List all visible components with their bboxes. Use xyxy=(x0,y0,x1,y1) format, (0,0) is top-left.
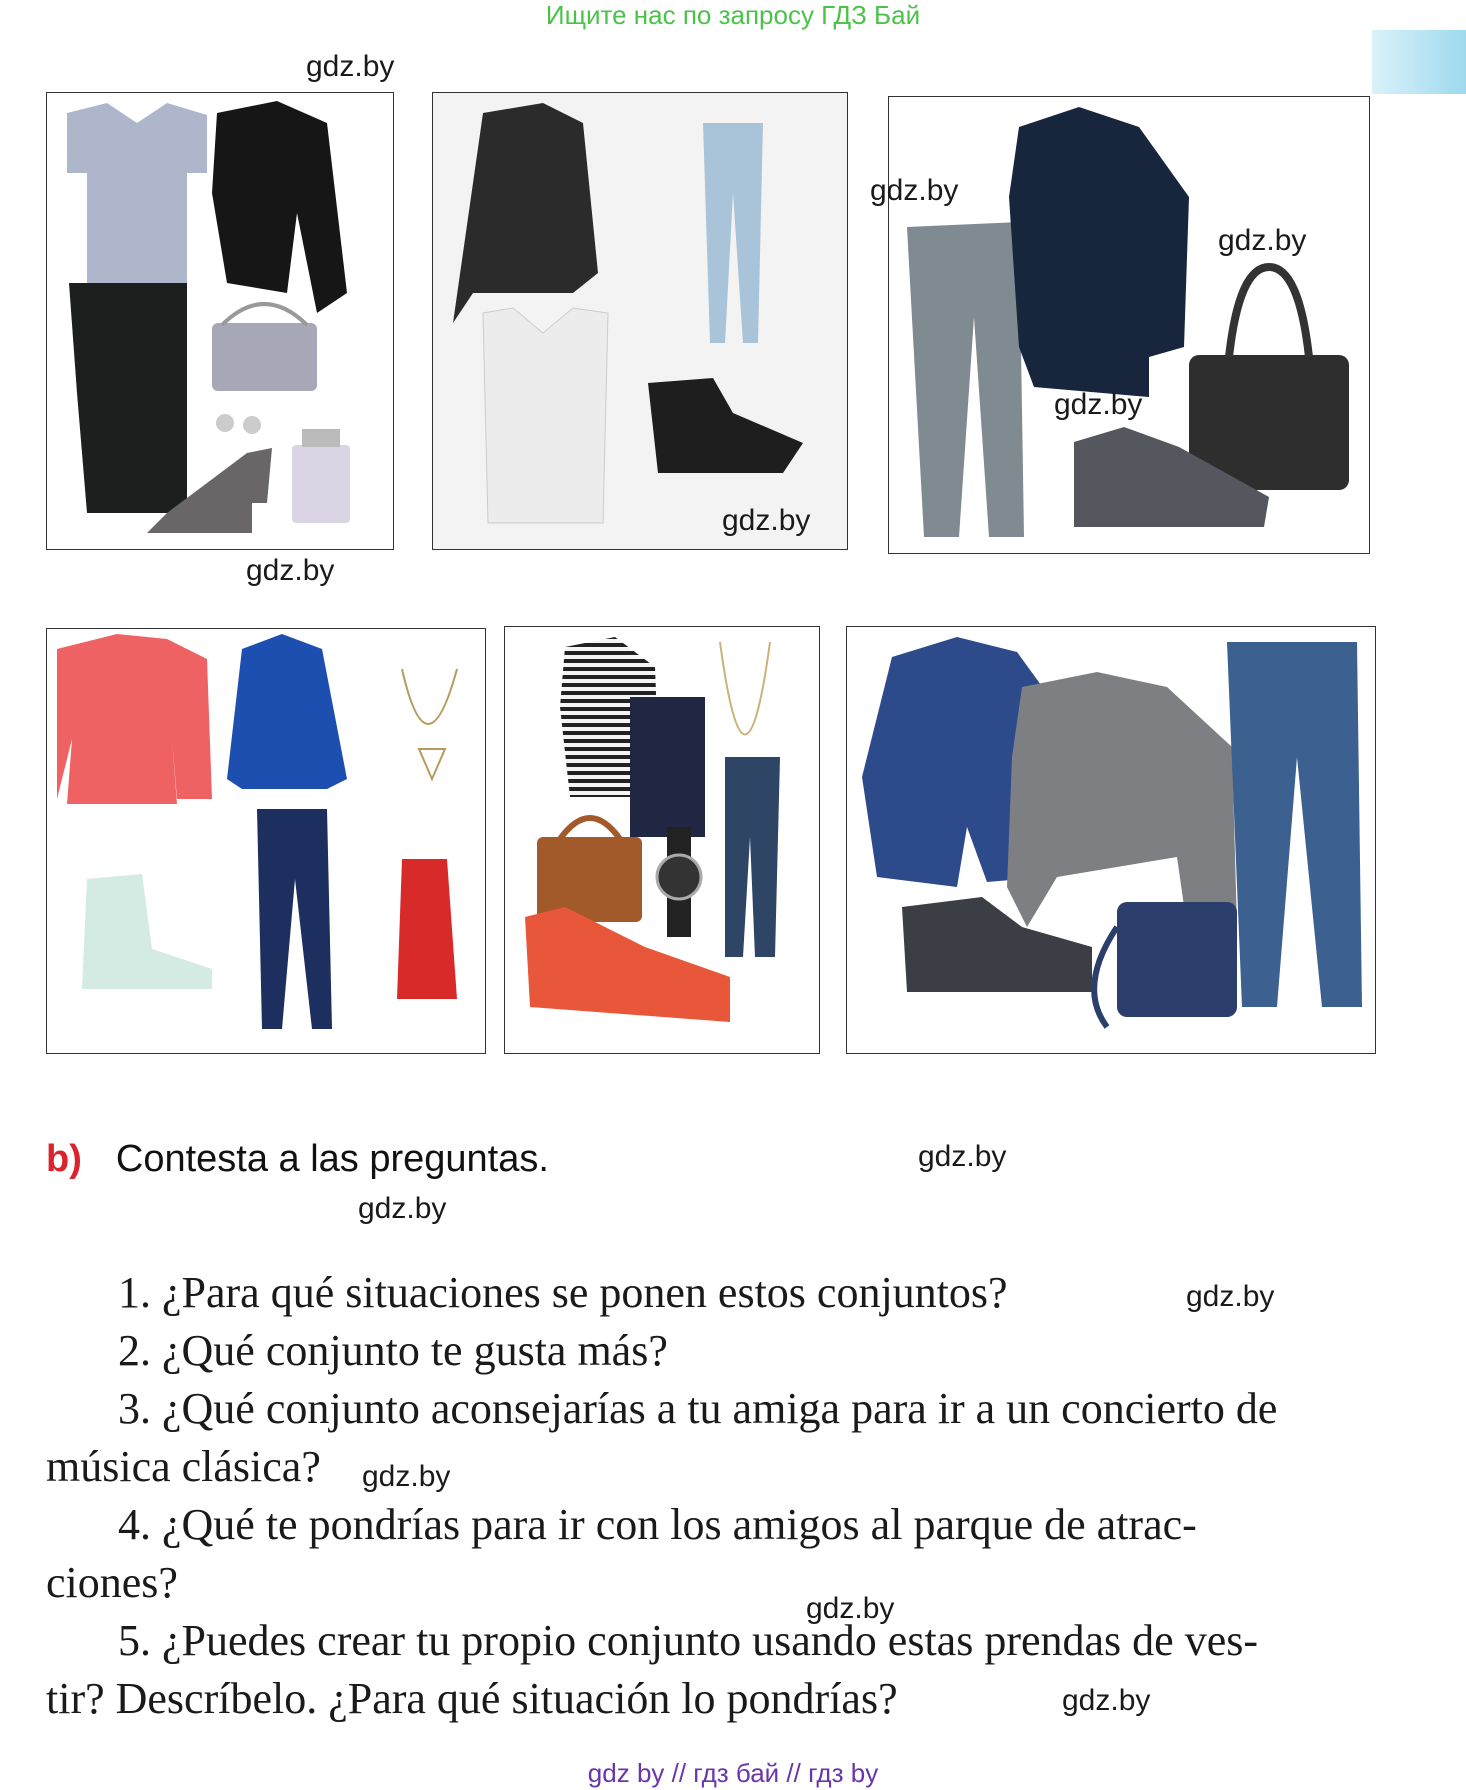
jacket-icon xyxy=(212,101,347,313)
perfume-icon xyxy=(292,429,350,523)
question-5: 5. ¿Puedes crear tu propio conjunto usando estas prendas de ves- xyxy=(118,1616,1259,1665)
watermark: gdz.by xyxy=(806,1592,895,1625)
skirt-icon xyxy=(69,283,187,513)
jeans-icon xyxy=(1227,642,1362,1007)
top-banner[interactable]: Ищите нас по запросу ГДЗ Бай xyxy=(545,0,921,30)
question-3-cont: música clásica? xyxy=(46,1442,321,1491)
slip-on-icon xyxy=(525,907,730,1022)
outfit-photo-2 xyxy=(432,92,848,550)
footer-links[interactable]: gdz by // гдз бай // гдз by xyxy=(587,1758,879,1788)
boots-icon xyxy=(82,874,212,989)
sweater-icon xyxy=(1009,107,1189,397)
tank-top-icon xyxy=(483,308,608,523)
question-4-cont: ciones? xyxy=(46,1558,178,1607)
handbag-icon xyxy=(212,304,317,391)
jeans-icon xyxy=(725,757,780,957)
top-icon xyxy=(630,697,705,837)
watermark: gdz.by xyxy=(870,174,959,207)
handbag-icon xyxy=(537,818,642,922)
bag-icon xyxy=(1189,267,1349,490)
outfit-photo-6 xyxy=(846,626,1376,1054)
question-4: 4. ¿Qué te pondrías para ir con los amigos al parque de atrac- xyxy=(118,1500,1197,1549)
watermark: gdz.by xyxy=(362,1460,451,1493)
question-1: 1. ¿Para qué situaciones se ponen estos conjuntos? xyxy=(118,1268,1008,1317)
earrings-icon xyxy=(216,414,261,434)
bucket-bag-icon xyxy=(397,859,457,999)
watermark: gdz.by xyxy=(918,1140,1007,1173)
outfit-photo-3 xyxy=(888,96,1370,554)
watermark: gdz.by xyxy=(246,554,335,587)
watch-icon xyxy=(657,827,701,937)
question-5-cont: tir? Descríbelo. ¿Para qué situación lo pondrías? xyxy=(46,1674,898,1723)
page-corner-tab xyxy=(1372,30,1466,94)
watermark: gdz.by xyxy=(1186,1280,1275,1313)
watermark: gdz.by xyxy=(1062,1684,1151,1717)
blue-blouse-icon xyxy=(227,634,347,789)
blouse-icon xyxy=(67,103,207,283)
grey-sweater-icon xyxy=(1007,672,1237,927)
necklace-icon xyxy=(402,669,457,779)
outfit-photo-5 xyxy=(504,626,820,1054)
watermark: gdz.by xyxy=(722,504,811,537)
watermark: gdz.by xyxy=(306,50,395,83)
outfit-photo-1 xyxy=(46,92,394,550)
task-title: Contesta a las preguntas. xyxy=(115,1138,549,1180)
task-letter: b) xyxy=(46,1138,82,1180)
question-2: 2. ¿Qué conjunto te gusta más? xyxy=(118,1326,668,1375)
watermark: gdz.by xyxy=(1054,388,1143,421)
question-list xyxy=(46,1264,1376,1728)
sneakers-icon xyxy=(902,897,1092,992)
messenger-bag-icon xyxy=(1094,902,1237,1027)
outfit-photo-4 xyxy=(46,628,486,1054)
jeans-icon xyxy=(257,809,332,1029)
task-header xyxy=(46,1138,549,1181)
question-3: 3. ¿Qué conjunto aconsejarías a tu amiga para ir a un concierto de xyxy=(118,1384,1278,1433)
watermark: gdz.by xyxy=(1218,224,1307,257)
pink-sweater-icon xyxy=(57,634,212,804)
watermark: gdz.by xyxy=(358,1192,447,1225)
trousers-icon xyxy=(907,222,1024,537)
